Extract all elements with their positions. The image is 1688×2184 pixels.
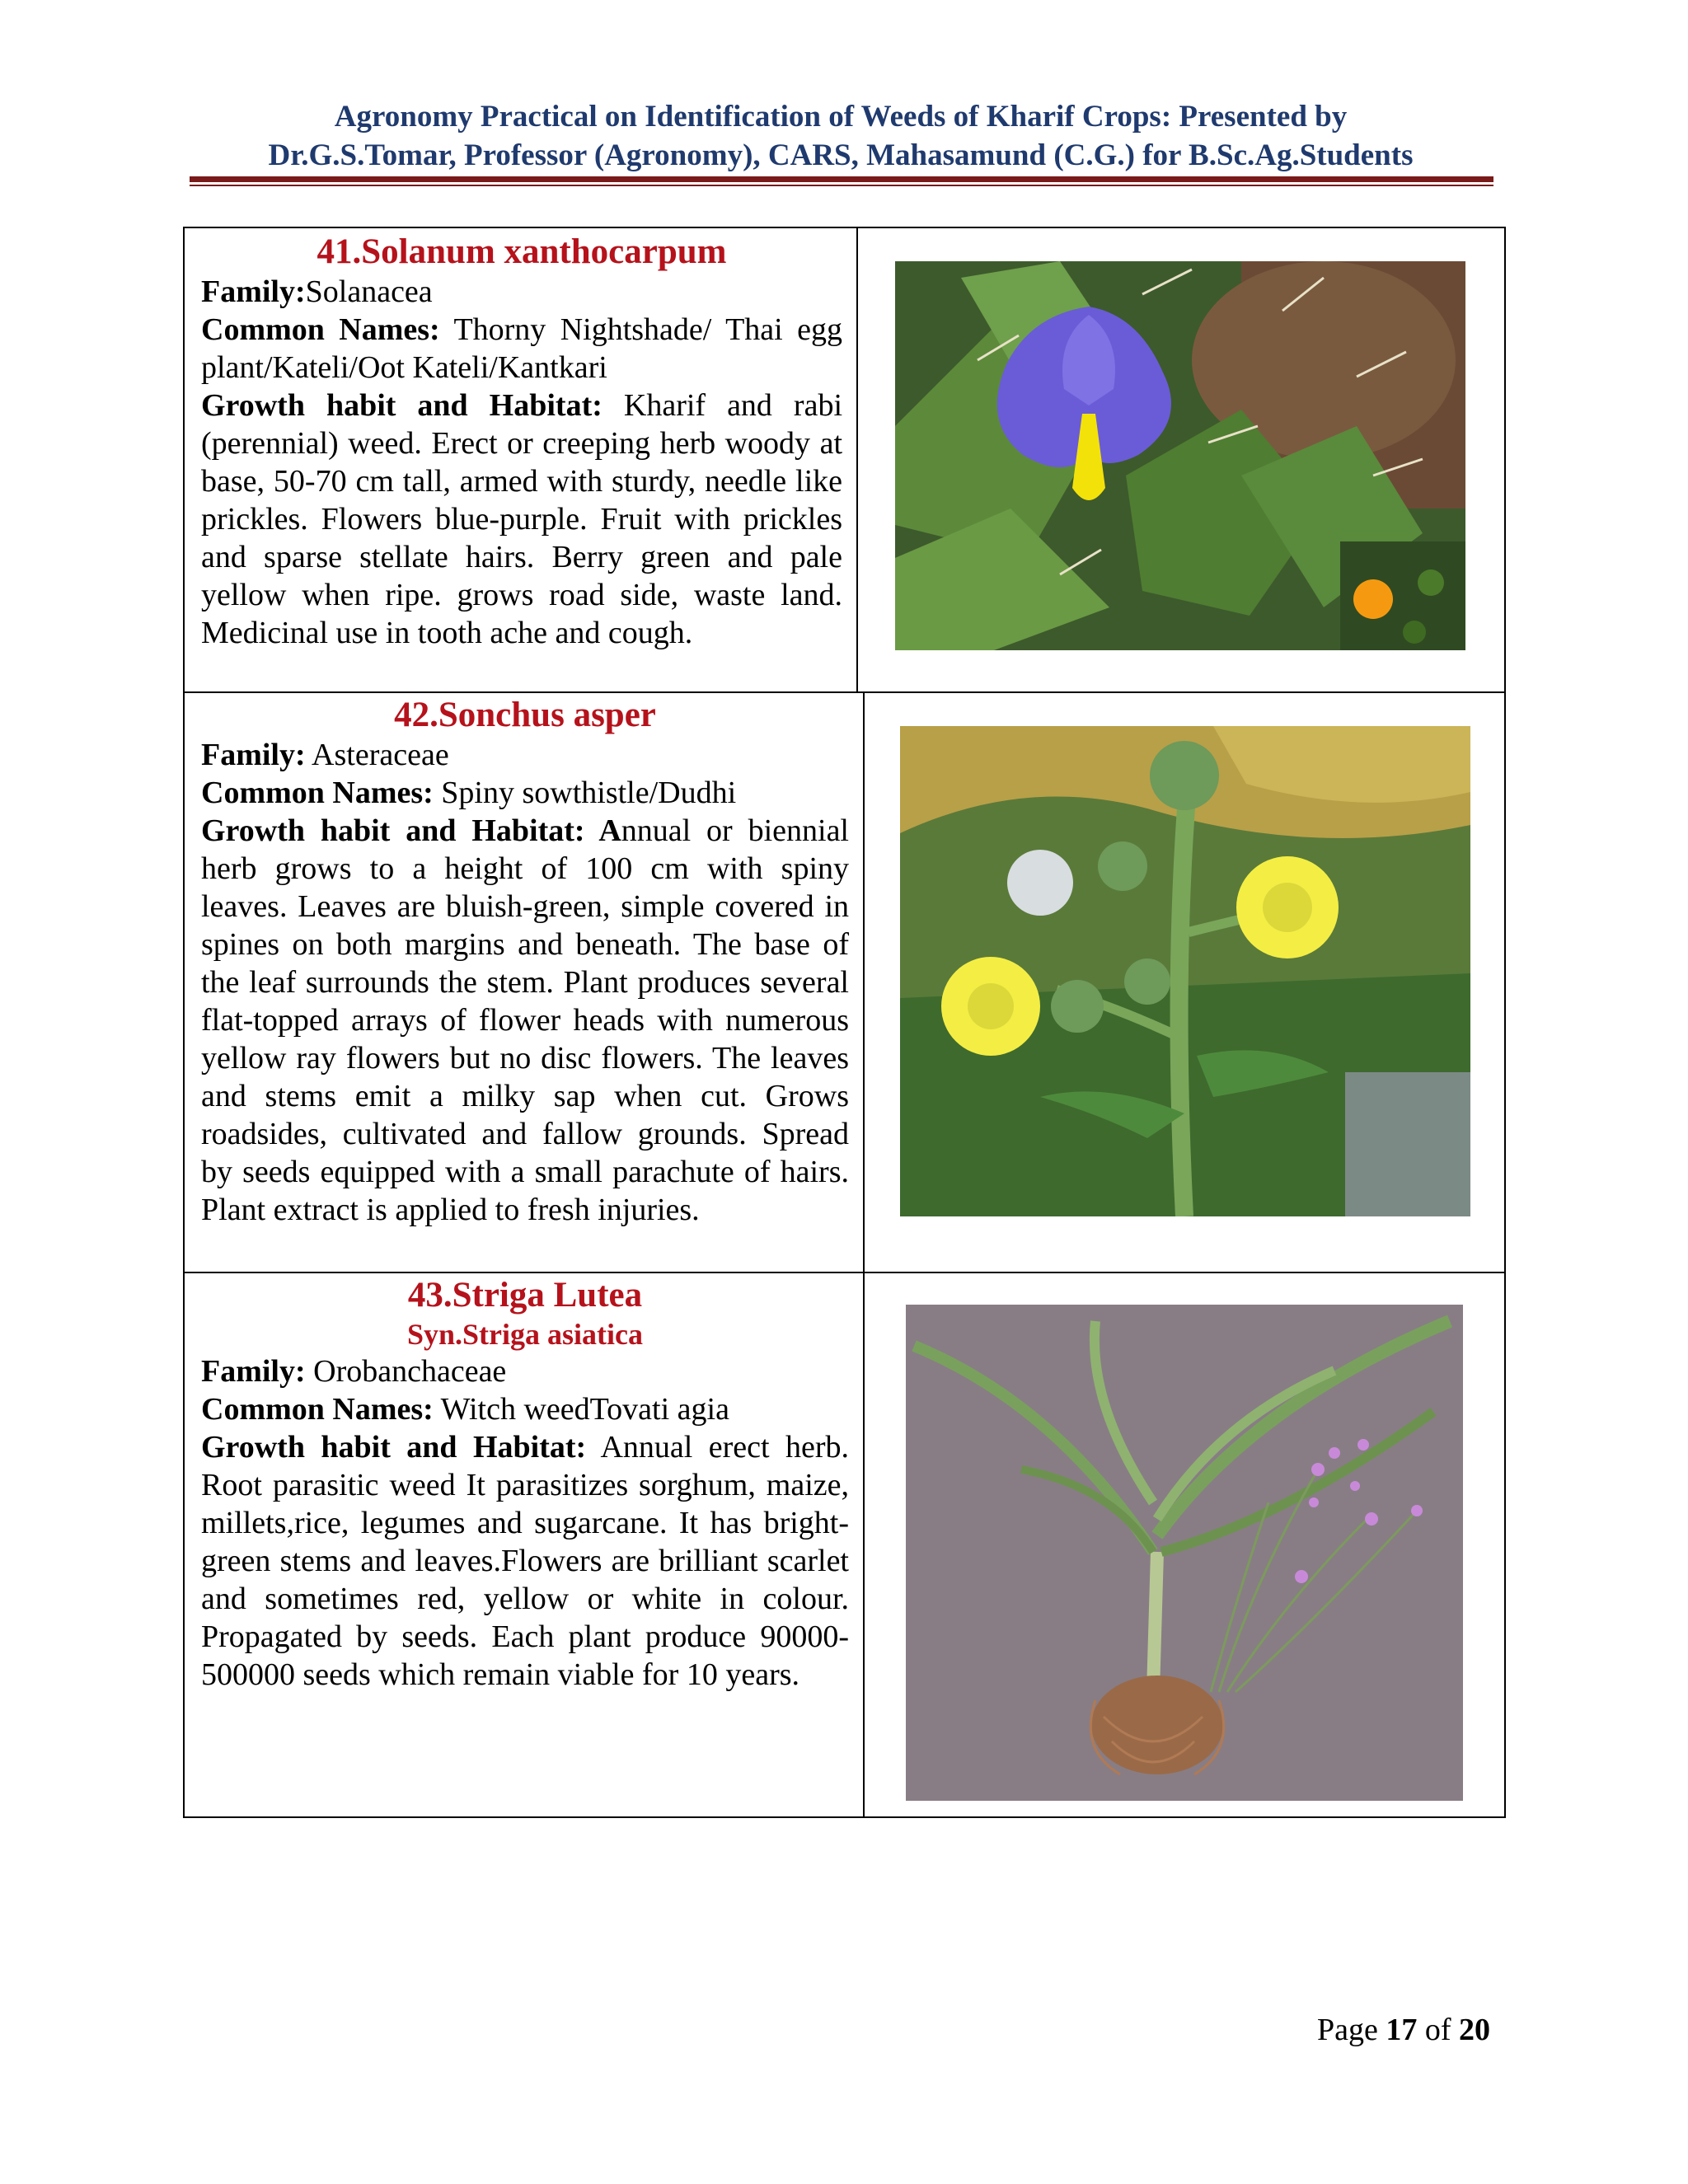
- habit-value: Kharif and rabi (perennial) weed. Erect or creeping herb woody at base, 50-70 cm tall, armed with sturdy, needle like prickles. Flowers blue-purple. Fruit with prickles and sparse stellate hairs. Berry green and pale yellow when ripe. grows road side, waste land. Medicinal use in tooth ache and cough.: [201, 388, 843, 650]
- row-divider-1: [185, 691, 1504, 693]
- family-value: Asteraceae: [312, 738, 449, 772]
- page-number: [1317, 2012, 1490, 2048]
- current-page: 17: [1386, 2013, 1418, 2047]
- entry-41-text: [201, 232, 842, 652]
- striga-lutea-photo: [906, 1305, 1463, 1801]
- family-label: Family:: [201, 274, 306, 309]
- header-line-1: Agronomy Practical on Identification of Weeds of Kharif Crops: Presented by: [334, 100, 1348, 134]
- habit-label: Growth habit and Habitat: A: [201, 813, 621, 848]
- habit-label: Growth habit and Habitat:: [201, 1430, 587, 1465]
- family-label: Family:: [201, 738, 306, 772]
- family-label: Family:: [201, 1354, 306, 1389]
- entry-synonym: Syn.Striga asiatica: [406, 1318, 643, 1351]
- header-line-2: Dr.G.S.Tomar, Professor (Agronomy), CARS, Mahasamund (C.G.) for B.Sc.Ag.Students: [268, 138, 1414, 172]
- entry-title: 42.Sonchus asper: [394, 696, 656, 734]
- common-names-label: Common Names:: [201, 312, 440, 347]
- header-rule-thin: [190, 185, 1493, 186]
- common-names-value: Thorny Nightshade/ Thai egg plant/Kateli/Oot Kateli/Kantkari: [201, 312, 842, 385]
- column-divider-1: [856, 228, 858, 691]
- habit-label: Growth habit and Habitat:: [201, 388, 603, 423]
- common-names-label: Common Names:: [201, 1392, 434, 1427]
- common-names-label: Common Names:: [201, 776, 434, 810]
- family-value: Orobanchaceae: [313, 1354, 507, 1389]
- entry-42-text: [201, 695, 849, 1229]
- of-word: of: [1424, 2013, 1451, 2047]
- sonchus-asper-photo: [900, 726, 1470, 1216]
- weed-table: [183, 227, 1506, 1818]
- habit-value: nnual or biennial herb grows to a height of 100 cm with spiny leaves. Leaves are bluish-green, simple covered in spines on both margins and beneath. The base of the leaf surrounds the stem. Plant produces several flat-topped arrays of flower heads with numerous yellow ray flowers but no disc flowers. The leaves and stems emit a milky sap when cut. Grows roadsides, cultivated and fallow grounds. Spread by seeds equipped with a small parachute of hairs. Plant extract is applied to fresh injuries.: [201, 813, 849, 1227]
- total-pages: 20: [1459, 2013, 1490, 2047]
- common-names-value: Spiny sowthistle/Dudhi: [441, 776, 737, 810]
- header-rule-thick: [190, 176, 1493, 182]
- family-value: Solanacea: [305, 274, 433, 309]
- entry-43-text: [201, 1275, 849, 1694]
- column-divider-2: [863, 691, 865, 1818]
- solanum-xanthocarpum-photo: [895, 261, 1465, 650]
- row-divider-2: [185, 1272, 1504, 1273]
- document-header: [165, 97, 1517, 175]
- habit-value: Annual erect herb. Root parasitic weed It parasitizes sorghum, maize, millets,rice, legumes and sugarcane. It has bright-green stems and leaves.Flowers are brilliant scarlet and sometimes red, yellow or white in colour. Propagated by seeds. Each plant produce 90000-500000 seeds which remain viable for 10 years.: [201, 1430, 849, 1692]
- entry-title: 43.Striga Lutea: [407, 1276, 643, 1315]
- common-names-value: Witch weedTovati agia: [440, 1392, 729, 1427]
- page-word: Page: [1316, 2013, 1378, 2047]
- entry-title: 41.Solanum xanthocarpum: [316, 232, 727, 271]
